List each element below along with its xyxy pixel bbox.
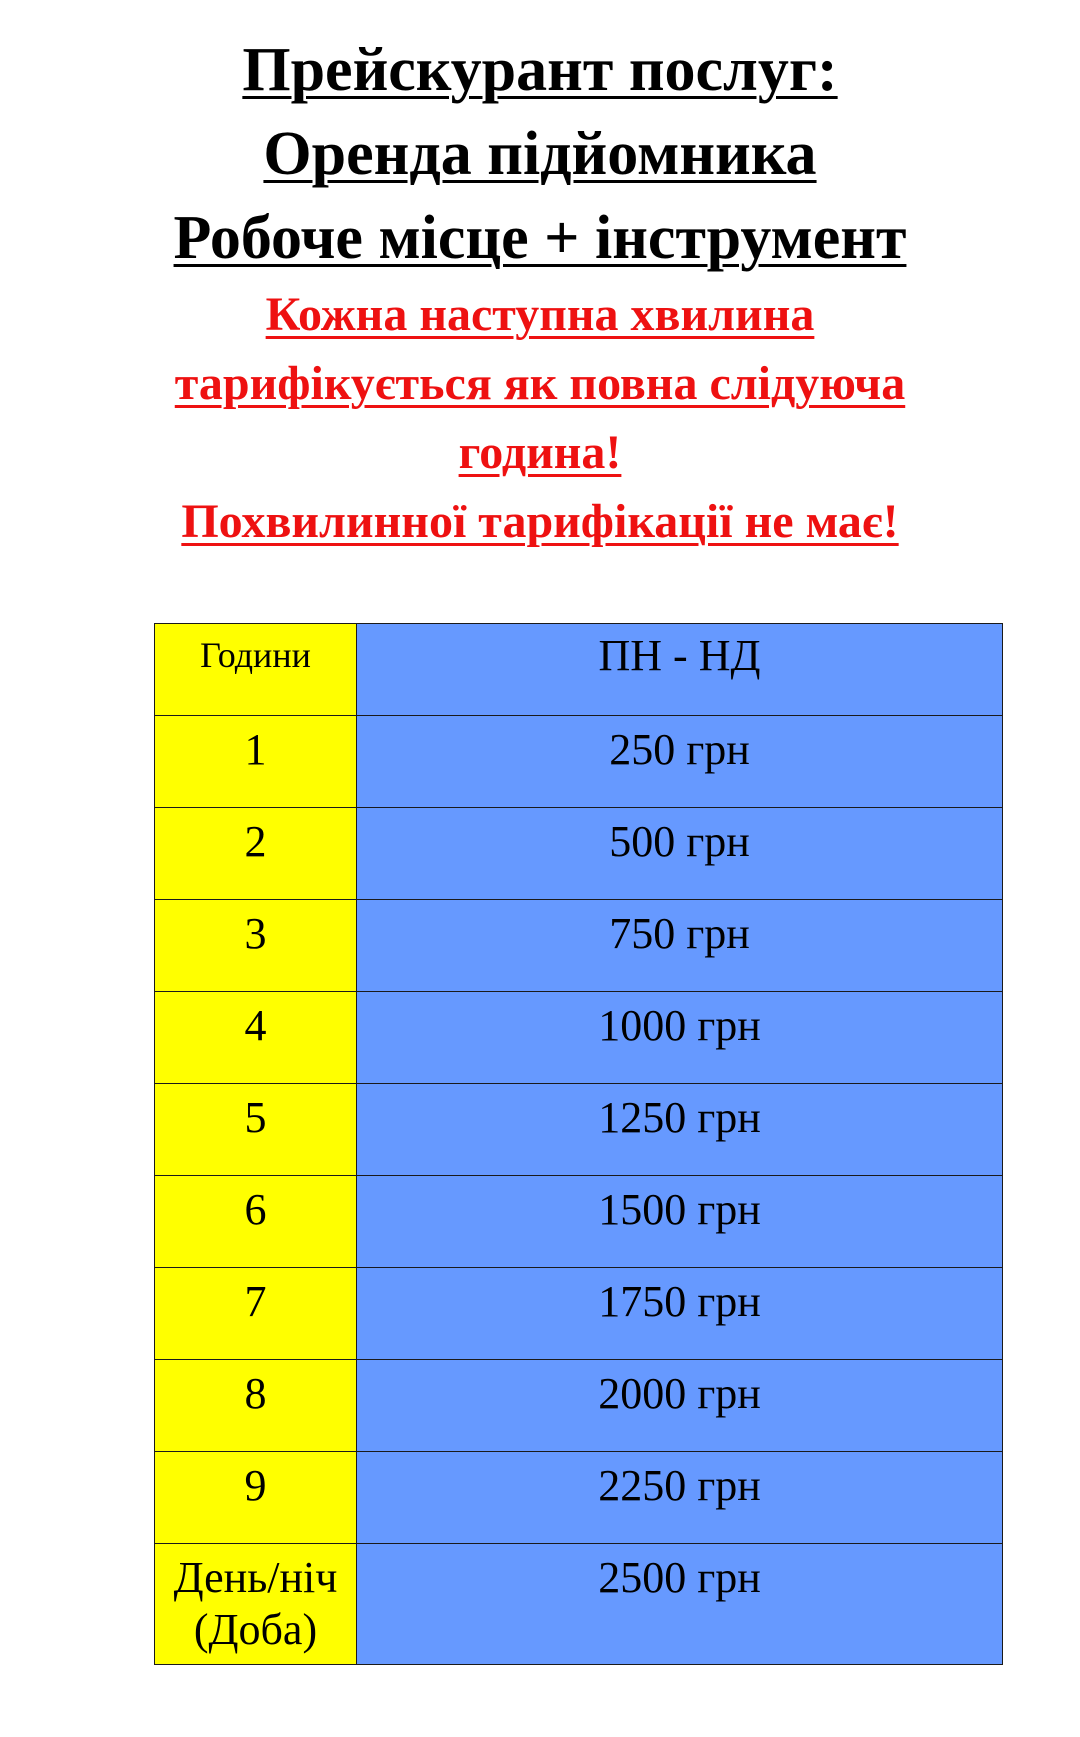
hours-cell: 6 [155, 1176, 357, 1268]
table-row [155, 1176, 1003, 1268]
price-cell: 750 грн [357, 900, 1003, 992]
table-row [155, 808, 1003, 900]
header-hours: Години [155, 624, 357, 716]
warning-line-1: Кожна наступна хвилина [265, 288, 815, 341]
price-cell: 2500 грн [357, 1544, 1003, 1665]
hours-cell: 9 [155, 1452, 357, 1544]
hours-cell: 4 [155, 992, 357, 1084]
hours-cell: 2 [155, 808, 357, 900]
price-cell: 2000 грн [357, 1360, 1003, 1452]
price-cell: 2250 грн [357, 1452, 1003, 1544]
hours-cell: 3 [155, 900, 357, 992]
warning-line [0, 418, 1080, 487]
warning-line [0, 280, 1080, 349]
day-night-label: День/ніч [173, 1553, 338, 1602]
page-title [0, 28, 1080, 280]
heading-block [0, 28, 1080, 556]
table-row-day [155, 1544, 1003, 1665]
price-cell: 1500 грн [357, 1176, 1003, 1268]
title-line [0, 28, 1080, 112]
table-row [155, 1268, 1003, 1360]
table-row [155, 992, 1003, 1084]
warning-line [0, 349, 1080, 418]
day-night-cell [155, 1544, 357, 1665]
title-line-1: Прейскурант послуг: [242, 36, 838, 104]
title-line-2: Оренда підйомника [263, 120, 817, 188]
price-cell: 1250 грн [357, 1084, 1003, 1176]
price-table [154, 623, 1003, 1665]
table-row [155, 1452, 1003, 1544]
warning-line-2: тарифікується як повна слідуюча [174, 357, 906, 410]
billing-warning [0, 280, 1080, 556]
price-cell: 1000 грн [357, 992, 1003, 1084]
hours-cell: 8 [155, 1360, 357, 1452]
table-row [155, 900, 1003, 992]
title-line-3: Робоче місце + інструмент [173, 204, 907, 272]
price-cell: 500 грн [357, 808, 1003, 900]
price-cell: 1750 грн [357, 1268, 1003, 1360]
table-row [155, 1084, 1003, 1176]
warning-line [0, 487, 1080, 556]
title-line [0, 112, 1080, 196]
table-header-row [155, 624, 1003, 716]
warning-line-4: Похвилинної тарифікації не має! [181, 495, 899, 548]
title-line [0, 196, 1080, 280]
table-row [155, 1360, 1003, 1452]
table-row [155, 716, 1003, 808]
price-cell: 250 грн [357, 716, 1003, 808]
hours-cell: 7 [155, 1268, 357, 1360]
hours-cell: 1 [155, 716, 357, 808]
warning-line-3: година! [458, 426, 622, 479]
header-days: ПН - НД [357, 624, 1003, 716]
day-label: (Доба) [193, 1605, 318, 1654]
hours-cell: 5 [155, 1084, 357, 1176]
